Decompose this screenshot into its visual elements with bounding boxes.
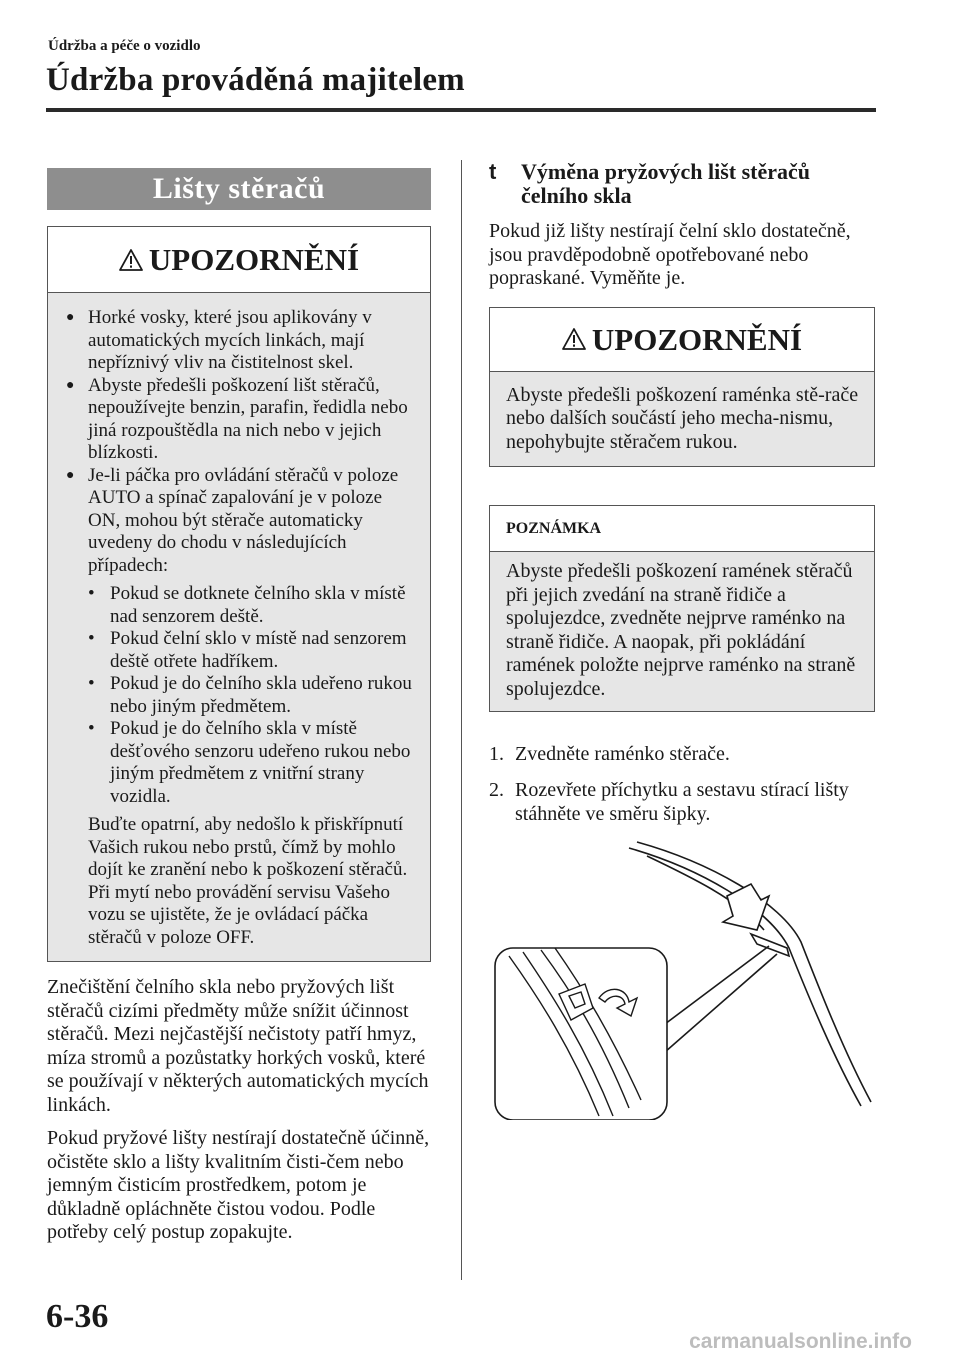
step-item: 1. Zvedněte raménko stěrače. [489,743,730,765]
caution-header [48,227,430,293]
step-item: 2. Rozevřete příchytku a sestavu stírací lišty stáhněte ve směru šipky. [489,779,849,825]
page-title: Údržba prováděná majitelem [46,62,465,98]
caution-box [47,226,431,962]
section-title: Lišty stěračů [47,168,431,210]
subsection-heading: t Výměna pryžových lišt stěračů čelního skla [489,159,811,208]
caution-box-right [489,307,875,468]
wiper-blade-illustration [489,838,875,1120]
heading-mark: t [489,159,497,184]
page-number: 6-36 [46,1298,109,1335]
caution-sub-bullet: • Pokud je do čelního skla udeřeno rukou nebo jiným předmětem. [88,673,412,717]
column-divider [461,160,462,1280]
caution-bullet: ● Horké vosky, které jsou aplikovány v automatických mycích linkách, mají nepříznivý vliv na čistitelnost skel. [66,307,372,373]
caution-sub-bullet: • Pokud se dotknete čelního skla v místě nad senzorem deště. [88,583,406,627]
caution-heading: UPOZORNĚNÍ [148,242,360,277]
caution-closing: Buďte opatrní, aby nedošlo k přiskřípnutí Vašich rukou nebo prstů, čímž by mohlo dojít ke zranění nebo k poškození stěračů. Při mytí nebo provádění servisu Vašeho vozu se ujistěte, že je ovládací páčka stěračů v poloze OFF. [88,814,408,948]
body-paragraph: Znečištění čelního skla nebo pryžových lišt stěračů cizími předměty může snížit účinnost stěračů. Mezi nejčastější nečistoty patří hmyz, míza stromů a pozůstatky horkých vosků, které se používají v některých automatických mycích linkách. [47,976,429,1116]
title-rule [46,108,876,112]
warning-triangle-icon [119,249,143,271]
note-heading: POZNÁMKA [490,506,874,552]
caution-heading: UPOZORNĚNÍ [591,321,803,357]
caution-body: Abyste předešli poškození raménka stě-rače nebo dalších součástí jeho mecha-nismu, nepohybujte stěračem rukou. [490,372,874,467]
breadcrumb: Údržba a péče o vozidlo [48,38,201,54]
caution-header [490,308,874,372]
warning-triangle-icon [562,328,586,350]
watermark: carmanualsonline.info [689,1330,912,1353]
caution-body [48,293,430,961]
caution-sub-bullet: • Pokud čelní sklo v místě nad senzorem deště otřete hadříkem. [88,628,407,672]
note-body: Abyste předešli poškození ramének stěračů při jejich zvedání na straně řidiče a spolujezdce, zvedněte nejprve raménko na straně řidiče. A naopak, při pokládání ramének položte nejprve raménko na straně spolujezdce. [490,552,874,711]
caution-bullet: ● Je-li páčka pro ovládání stěračů v poloze AUTO a spínač zapalování je v poloze ON, mohou být stěrače automaticky uvedeny do chodu v následujících případech: [66,464,399,576]
left-column [47,168,431,1245]
caution-sub-bullet: • Pokud je do čelního skla v místě dešťového senzoru udeřeno rukou nebo jiným předmětem z vnitřní strany vozidla. [88,718,411,807]
intro-paragraph: Pokud již lišty nestírají čelní sklo dostatečně, jsou pravděpodobně opotřebované nebo popraskané. Vyměňte je. [489,220,851,289]
note-box [489,505,875,712]
body-paragraph: Pokud pryžové lišty nestírají dostatečně účinně, očistěte sklo a lišty kvalitním čisti-čem nebo jemným čisticím prostředkem, potom je důkladně opláchněte čistou vodou. Podle potřeby celý postup zopakujte. [47,1127,430,1243]
right-column [489,160,875,826]
caution-bullet: ● Abyste předešli poškození lišt stěračů, nepoužívejte benzin, parafin, ředidla nebo jiná rozpouštědla na nich nebo v jejich blízkosti. [66,374,408,463]
